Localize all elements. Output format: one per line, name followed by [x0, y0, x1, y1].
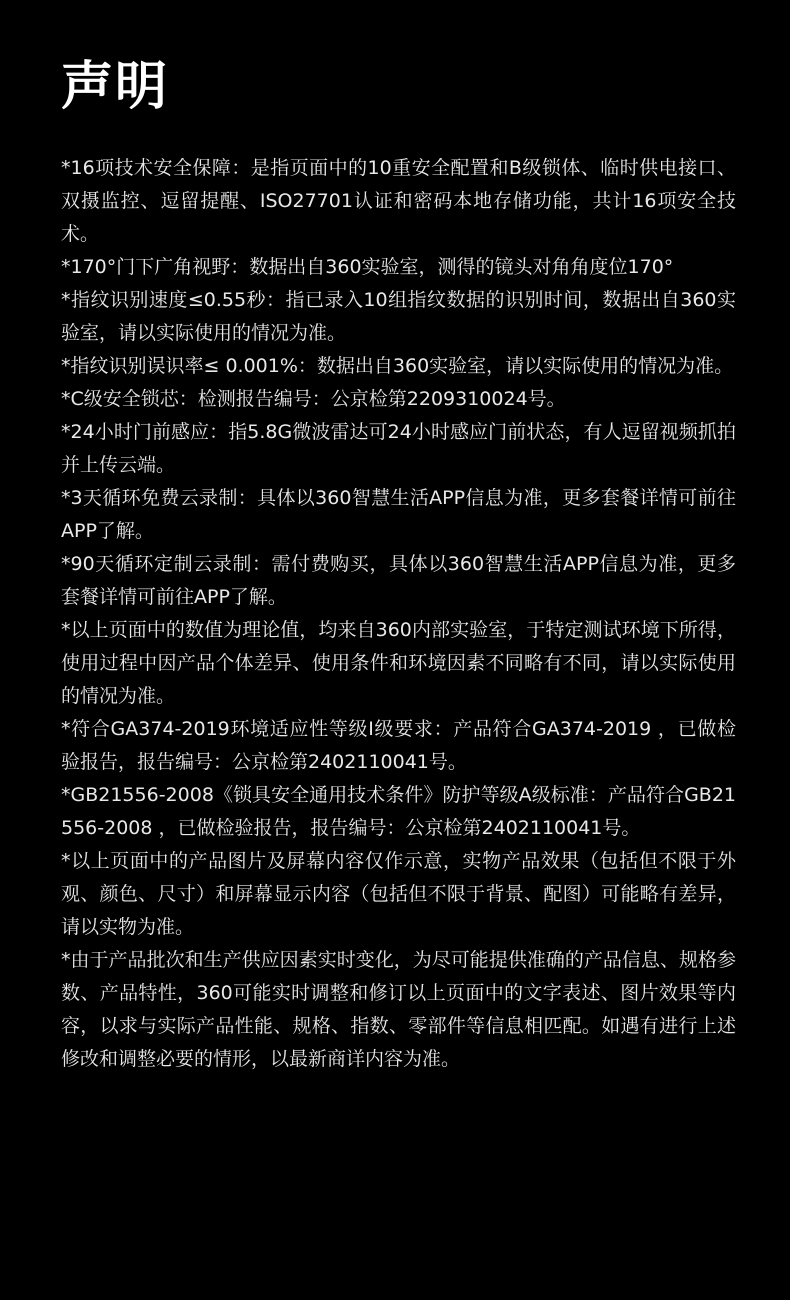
page-title: 声明 — [61, 57, 170, 117]
disclaimer-item: *由于产品批次和生产供应因素实时变化，为尽可能提供准确的产品信息、规格参数、产品特性，360可能实时调整和修订以上页面中的文字表述、图片效果等内容，以求与实际产品性能、规格、指数、零部件等信息相匹配。如遇有进行上述修改和调整必要的情形，以最新商详内容为准。 — [61, 949, 736, 1070]
disclaimer-item: *16项技术安全保障：是指页面中的10重安全配置和B级锁体、临时供电接口、双摄监控、逗留提醒、ISO27701认证和密码本地存储功能，共计16项安全技术。 — [61, 157, 736, 245]
disclaimer-item: *以上页面中的产品图片及屏幕内容仅作示意，实物产品效果（包括但不限于外观、颜色、尺寸）和屏幕显示内容（包括但不限于背景、配图）可能略有差异，请以实物为准。 — [61, 850, 736, 938]
disclaimer-item: *符合GA374-2019环境适应性等级Ⅰ级要求：产品符合GA374-2019 ，已做检验报告，报告编号：公京检第2402110041号。 — [61, 718, 736, 773]
disclaimer-item: *C级安全锁芯：检测报告编号：公京检第2209310024号。 — [61, 388, 566, 410]
disclaimer-item: *指纹识别速度≤0.55秒：指已录入10组指纹数据的识别时间，数据出自360实验室，请以实际使用的情况为准。 — [61, 289, 736, 344]
disclaimer-item: *24小时门前感应：指5.8G微波雷达可24小时感应门前状态，有人逗留视频抓拍并上传云端。 — [61, 421, 736, 476]
disclaimer-item: *3天循环免费云录制：具体以360智慧生活APP信息为准，更多套餐详情可前往APP了解。 — [61, 487, 736, 542]
disclaimer-item: *170°门下广角视野：数据出自360实验室，测得的镜头对角角度位170° — [61, 256, 674, 278]
disclaimer-item: *以上页面中的数值为理论值，均来自360内部实验室，于特定测试环境下所得，使用过程中因产品个体差异、使用条件和环境因素不同略有不同，请以实际使用的情况为准。 — [61, 619, 736, 707]
disclaimer-item: *指纹识别误识率≤ 0.001%：数据出自360实验室，请以实际使用的情况为准。 — [61, 355, 734, 377]
disclaimer-item: *90天循环定制云录制：需付费购买，具体以360智慧生活APP信息为准，更多套餐详情可前往APP了解。 — [61, 553, 736, 608]
disclaimer-page — [61, 0, 736, 1076]
disclaimer-item: *GB21556-2008《锁具安全通用技术条件》防护等级A级标准：产品符合GB21556-2008 ，已做检验报告，报告编号：公京检第2402110041号。 — [61, 784, 736, 839]
disclaimer-list — [61, 152, 736, 1076]
